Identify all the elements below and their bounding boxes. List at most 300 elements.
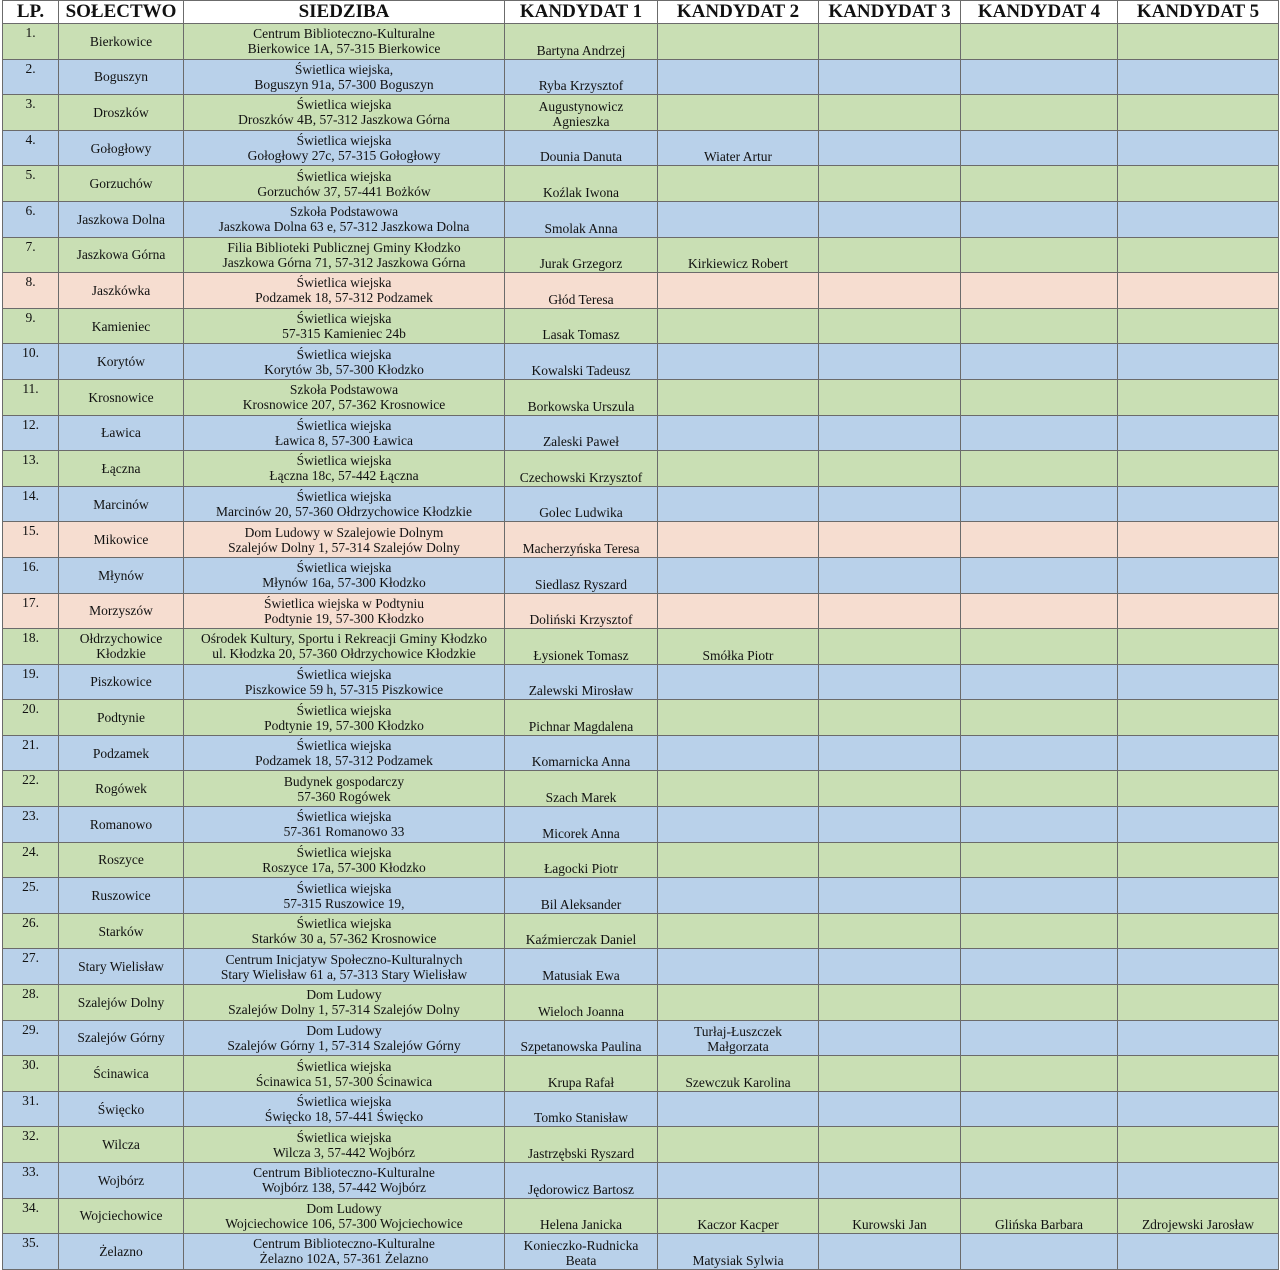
siedziba-cell — [184, 735, 505, 771]
kandydat-4-cell — [961, 1127, 1118, 1163]
solectwo-cell — [59, 273, 184, 309]
kandydat-5-cell — [1118, 913, 1279, 949]
kandydat-5-cell — [1118, 379, 1279, 415]
solectwo-cell — [59, 771, 184, 807]
table-row — [3, 1163, 1279, 1199]
kandydat-1-cell — [505, 379, 658, 415]
kandydat-name: Helena Janicka — [539, 1217, 623, 1233]
row-number: 2. — [3, 59, 59, 95]
row-number: 21. — [3, 735, 59, 771]
table-row — [3, 629, 1279, 665]
table-row — [3, 557, 1279, 593]
kandydat-3-cell — [819, 1163, 961, 1199]
kandydat-5-cell — [1118, 166, 1279, 202]
table-row — [3, 1127, 1279, 1163]
kandydat-4-cell — [961, 664, 1118, 700]
kandydat-2-cell — [658, 557, 819, 593]
siedziba-cell — [184, 1127, 505, 1163]
siedziba-line: Świetlica wiejska — [296, 417, 392, 433]
solectwo-name: Jaszkowa Dolna — [76, 211, 166, 227]
kandydat-1-cell — [505, 557, 658, 593]
row-number: 9. — [3, 308, 59, 344]
kandydat-5-cell — [1118, 1056, 1279, 1092]
siedziba-line: Bierkowice 1A, 57-315 Bierkowice — [247, 41, 441, 57]
row-number: 3. — [3, 95, 59, 131]
solectwo-name: Gorzuchów — [89, 176, 153, 192]
siedziba-line: Święcko 18, 57-441 Święcko — [264, 1109, 424, 1125]
solectwo-cell — [59, 486, 184, 522]
kandydat-1-cell — [505, 486, 658, 522]
kandydat-name: Łysionek Tomasz — [533, 647, 629, 663]
solectwo-name: Wilcza — [102, 1137, 140, 1153]
siedziba-cell — [184, 344, 505, 380]
siedziba-line: Świetlica wiejska — [296, 702, 392, 718]
kandydat-3-cell — [819, 664, 961, 700]
siedziba-cell — [184, 237, 505, 273]
siedziba-line: 57-360 Rogówek — [297, 788, 391, 804]
siedziba-line: Świetlica wiejska — [296, 1129, 392, 1145]
solectwo-cell — [59, 1091, 184, 1127]
header-kandydat-2: KANDYDAT 2 — [658, 1, 819, 24]
solectwo-name: Boguszyn — [94, 69, 148, 85]
table-row — [3, 807, 1279, 843]
kandydat-1-cell — [505, 949, 658, 985]
kandydat-name: Czechowski Krzysztof — [519, 469, 643, 485]
kandydat-2-cell — [658, 664, 819, 700]
siedziba-line: Żelazno 102A, 57-361 Żelazno — [259, 1251, 429, 1267]
siedziba-line: 57-315 Kamieniec 24b — [282, 326, 406, 342]
kandydat-2-cell — [658, 807, 819, 843]
solectwo-name: Ołdrzychowice — [79, 631, 163, 647]
siedziba-line: Centrum Biblioteczno-Kulturalne — [253, 1236, 435, 1252]
kandydat-5-cell — [1118, 344, 1279, 380]
solectwo-cell — [59, 985, 184, 1021]
kandydat-5-cell — [1118, 237, 1279, 273]
table-row — [3, 771, 1279, 807]
table-row — [3, 735, 1279, 771]
kandydat-3-cell — [819, 1056, 961, 1092]
siedziba-line: Świetlica wiejska — [296, 560, 392, 576]
kandydat-5-cell — [1118, 273, 1279, 309]
kandydat-name: Matysiak Sylwia — [692, 1252, 784, 1268]
kandydat-2-cell — [658, 237, 819, 273]
solectwo-cell — [59, 1163, 184, 1199]
kandydat-3-cell — [819, 771, 961, 807]
kandydat-1-cell — [505, 878, 658, 914]
siedziba-line: Świetlica wiejska — [296, 666, 392, 682]
kandydat-2-cell — [658, 486, 819, 522]
kandydat-name: Doliński Krzysztof — [529, 612, 633, 628]
kandydat-4-cell — [961, 878, 1118, 914]
kandydat-2-cell — [658, 1091, 819, 1127]
siedziba-line: Roszyce 17a, 57-300 Kłodzko — [262, 859, 426, 875]
kandydat-name: Ryba Krzysztof — [538, 78, 624, 94]
siedziba-line: Ścinawica 51, 57-300 Ścinawica — [255, 1073, 433, 1089]
solectwo-name: Gołogłowy — [90, 140, 152, 156]
row-number: 13. — [3, 451, 59, 487]
kandydat-name: Wieloch Joanna — [537, 1003, 625, 1019]
row-number: 26. — [3, 913, 59, 949]
solectwo-name: Jaszkówka — [91, 282, 151, 298]
kandydat-1-cell — [505, 166, 658, 202]
solectwo-name: Bierkowice — [89, 33, 153, 49]
solectwo-cell — [59, 522, 184, 558]
solectwo-name: Rogówek — [95, 781, 147, 797]
solectwo-cell — [59, 201, 184, 237]
table-row — [3, 344, 1279, 380]
kandydat-name: Golec Ludwika — [539, 505, 623, 521]
kandydat-name: Konieczko-Rudnicka — [523, 1237, 639, 1253]
solectwo-cell — [59, 59, 184, 95]
siedziba-cell — [184, 807, 505, 843]
kandydat-5-cell — [1118, 451, 1279, 487]
siedziba-line: Świetlica wiejska — [296, 168, 392, 184]
siedziba-line: Centrum Biblioteczno-Kulturalne — [253, 26, 435, 42]
kandydat-4-cell — [961, 201, 1118, 237]
solectwo-cell — [59, 24, 184, 60]
table-row — [3, 59, 1279, 95]
header-kandydat-1: KANDYDAT 1 — [505, 1, 658, 24]
kandydat-4-cell — [961, 273, 1118, 309]
kandydat-4-cell — [961, 166, 1118, 202]
solectwo-cell — [59, 166, 184, 202]
solectwo-cell — [59, 237, 184, 273]
kandydat-4-cell — [961, 130, 1118, 166]
kandydat-1-cell — [505, 415, 658, 451]
solectwo-cell — [59, 1020, 184, 1056]
siedziba-line: Podzamek 18, 57-312 Podzamek — [255, 753, 433, 769]
table-row — [3, 913, 1279, 949]
kandydat-5-cell — [1118, 664, 1279, 700]
table-row — [3, 842, 1279, 878]
siedziba-line: Świetlica wiejska — [296, 1094, 392, 1110]
solectwo-name: Młynów — [98, 567, 144, 583]
kandydat-1-cell — [505, 1198, 658, 1234]
kandydat-4-cell — [961, 771, 1118, 807]
row-number: 32. — [3, 1127, 59, 1163]
siedziba-line: Starków 30 a, 57-362 Krosnowice — [251, 931, 437, 947]
solectwo-cell — [59, 735, 184, 771]
kandydat-4-cell — [961, 451, 1118, 487]
solectwo-name: Romanowo — [89, 816, 153, 832]
siedziba-line: Łączna 18c, 57-442 Łączna — [269, 468, 419, 484]
kandydat-3-cell — [819, 700, 961, 736]
header-siedziba: SIEDZIBA — [184, 1, 505, 24]
kandydat-1-cell — [505, 664, 658, 700]
solectwo-cell — [59, 1056, 184, 1092]
row-number: 11. — [3, 379, 59, 415]
header-lp: LP. — [3, 1, 59, 24]
siedziba-cell — [184, 771, 505, 807]
kandydat-name: Łagocki Piotr — [544, 861, 618, 877]
solectwo-name: Kamieniec — [91, 318, 151, 334]
solectwo-cell — [59, 878, 184, 914]
header-kandydat-4: KANDYDAT 4 — [961, 1, 1118, 24]
kandydat-3-cell — [819, 95, 961, 131]
kandydat-name: Koźlak Iwona — [542, 184, 620, 200]
siedziba-line: Krosnowice 207, 57-362 Krosnowice — [242, 397, 446, 413]
kandydat-1-cell — [505, 700, 658, 736]
kandydat-2-cell — [658, 1127, 819, 1163]
row-number: 12. — [3, 415, 59, 451]
solectwo-name: Mikowice — [93, 532, 149, 548]
kandydat-5-cell — [1118, 842, 1279, 878]
kandydat-1-cell — [505, 201, 658, 237]
siedziba-line: Gorzuchów 37, 57-441 Bożków — [257, 183, 431, 199]
table-row — [3, 1091, 1279, 1127]
kandydat-2-cell — [658, 201, 819, 237]
kandydat-5-cell — [1118, 130, 1279, 166]
solectwo-name: Szalejów Dolny — [77, 994, 165, 1010]
row-number: 5. — [3, 166, 59, 202]
kandydat-5-cell — [1118, 522, 1279, 558]
kandydat-5-cell — [1118, 24, 1279, 60]
siedziba-line: Wilcza 3, 57-442 Wojbórz — [272, 1144, 416, 1160]
kandydat-3-cell — [819, 486, 961, 522]
row-number: 1. — [3, 24, 59, 60]
kandydat-5-cell — [1118, 1198, 1279, 1234]
siedziba-cell — [184, 593, 505, 629]
kandydat-4-cell — [961, 486, 1118, 522]
kandydat-3-cell — [819, 949, 961, 985]
kandydat-5-cell — [1118, 735, 1279, 771]
kandydat-3-cell — [819, 735, 961, 771]
siedziba-cell — [184, 1198, 505, 1234]
kandydat-1-cell — [505, 1091, 658, 1127]
table-row — [3, 593, 1279, 629]
kandydat-name: Zdrojewski Jarosław — [1141, 1217, 1255, 1233]
siedziba-line: Marcinów 20, 57-360 Ołdrzychowice Kłodzkie — [215, 504, 473, 520]
kandydat-3-cell — [819, 344, 961, 380]
kandydat-4-cell — [961, 415, 1118, 451]
siedziba-line: Budynek gospodarczy — [283, 773, 405, 789]
kandydat-name: Micorek Anna — [542, 825, 620, 841]
kandydat-5-cell — [1118, 308, 1279, 344]
kandydat-1-cell — [505, 522, 658, 558]
siedziba-cell — [184, 379, 505, 415]
kandydat-name: Małgorzata — [707, 1039, 769, 1055]
solectwo-name: Krosnowice — [88, 389, 154, 405]
siedziba-cell — [184, 842, 505, 878]
siedziba-line: Podzamek 18, 57-312 Podzamek — [255, 290, 433, 306]
header-solectwo: SOŁECTWO — [59, 1, 184, 24]
solectwo-name: Roszyce — [98, 852, 144, 868]
kandydat-3-cell — [819, 629, 961, 665]
kandydat-1-cell — [505, 913, 658, 949]
kandydat-3-cell — [819, 24, 961, 60]
siedziba-cell — [184, 1091, 505, 1127]
table-row — [3, 451, 1279, 487]
siedziba-line: Ławica 8, 57-300 Ławica — [275, 432, 413, 448]
kandydat-5-cell — [1118, 949, 1279, 985]
kandydat-5-cell — [1118, 629, 1279, 665]
table-row — [3, 237, 1279, 273]
kandydat-2-cell — [658, 913, 819, 949]
siedziba-line: Świetlica wiejska — [296, 453, 392, 469]
siedziba-cell — [184, 415, 505, 451]
kandydat-name: Szach Marek — [545, 790, 617, 806]
kandydat-name: Pichnar Magdalena — [528, 718, 634, 734]
kandydat-name: Agnieszka — [552, 113, 610, 129]
row-number: 35. — [3, 1234, 59, 1270]
kandydat-5-cell — [1118, 700, 1279, 736]
siedziba-cell — [184, 59, 505, 95]
kandydat-name: Beata — [565, 1252, 597, 1268]
row-number: 27. — [3, 949, 59, 985]
solectwo-name: Morzyszów — [89, 603, 153, 619]
kandydat-1-cell — [505, 1020, 658, 1056]
kandydat-name: Glińska Barbara — [994, 1217, 1084, 1233]
kandydat-1-cell — [505, 985, 658, 1021]
kandydat-3-cell — [819, 1020, 961, 1056]
kandydat-2-cell — [658, 166, 819, 202]
solectwo-name: Kłodzkie — [96, 646, 146, 662]
kandydat-2-cell — [658, 949, 819, 985]
kandydat-4-cell — [961, 95, 1118, 131]
siedziba-line: 57-361 Romanowo 33 — [283, 824, 405, 840]
solectwo-cell — [59, 700, 184, 736]
kandydat-5-cell — [1118, 1091, 1279, 1127]
kandydat-4-cell — [961, 593, 1118, 629]
kandydat-4-cell — [961, 913, 1118, 949]
siedziba-line: Świetlica wiejska — [296, 916, 392, 932]
row-number: 24. — [3, 842, 59, 878]
kandydat-3-cell — [819, 842, 961, 878]
kandydat-3-cell — [819, 273, 961, 309]
solectwo-cell — [59, 415, 184, 451]
kandydat-1-cell — [505, 1234, 658, 1270]
kandydat-name: Smolak Anna — [544, 220, 618, 236]
solectwo-name: Żelazno — [99, 1243, 143, 1259]
kandydat-name: Smółka Piotr — [702, 647, 774, 663]
row-number: 28. — [3, 985, 59, 1021]
kandydat-3-cell — [819, 166, 961, 202]
row-number: 10. — [3, 344, 59, 380]
siedziba-cell — [184, 1234, 505, 1270]
kandydat-1-cell — [505, 95, 658, 131]
table-row — [3, 130, 1279, 166]
kandydat-2-cell — [658, 522, 819, 558]
kandydat-2-cell — [658, 308, 819, 344]
kandydat-4-cell — [961, 308, 1118, 344]
siedziba-line: Wojciechowice 106, 57-300 Wojciechowice — [225, 1215, 463, 1231]
kandydat-name: Komarnicka Anna — [531, 754, 631, 770]
kandydat-4-cell — [961, 1198, 1118, 1234]
table-row — [3, 1056, 1279, 1092]
kandydat-3-cell — [819, 913, 961, 949]
kandydat-2-cell — [658, 878, 819, 914]
kandydat-2-cell — [658, 1163, 819, 1199]
kandydat-5-cell — [1118, 878, 1279, 914]
kandydat-1-cell — [505, 24, 658, 60]
kandydat-4-cell — [961, 1234, 1118, 1270]
kandydat-2-cell — [658, 344, 819, 380]
siedziba-cell — [184, 629, 505, 665]
row-number: 7. — [3, 237, 59, 273]
kandydat-1-cell — [505, 1163, 658, 1199]
siedziba-cell — [184, 664, 505, 700]
solectwo-name: Droszków — [93, 104, 149, 120]
siedziba-line: Szalejów Górny 1, 57-314 Szalejów Górny — [227, 1037, 461, 1053]
kandydat-5-cell — [1118, 486, 1279, 522]
kandydat-name: Szewczuk Karolina — [685, 1074, 791, 1090]
siedziba-cell — [184, 95, 505, 131]
siedziba-line: Świetlica wiejska — [296, 346, 392, 362]
table-row — [3, 700, 1279, 736]
kandydat-5-cell — [1118, 1127, 1279, 1163]
kandydat-name: Bartyna Andrzej — [536, 42, 626, 58]
kandydat-4-cell — [961, 24, 1118, 60]
kandydat-3-cell — [819, 130, 961, 166]
siedziba-line: Świetlica wiejska — [296, 311, 392, 327]
siedziba-line: Podtynie 19, 57-300 Kłodzko — [264, 717, 424, 733]
row-number: 4. — [3, 130, 59, 166]
siedziba-line: 57-315 Ruszowice 19, — [283, 895, 405, 911]
kandydat-3-cell — [819, 1091, 961, 1127]
table-row — [3, 308, 1279, 344]
table-row — [3, 522, 1279, 558]
kandydat-3-cell — [819, 985, 961, 1021]
kandydat-name: Dounia Danuta — [539, 149, 623, 165]
kandydat-1-cell — [505, 273, 658, 309]
kandydat-5-cell — [1118, 1234, 1279, 1270]
kandydat-3-cell — [819, 379, 961, 415]
siedziba-line: Wojbórz 138, 57-442 Wojbórz — [261, 1180, 427, 1196]
kandydat-2-cell — [658, 24, 819, 60]
siedziba-cell — [184, 130, 505, 166]
table-row — [3, 95, 1279, 131]
siedziba-cell — [184, 985, 505, 1021]
kandydat-3-cell — [819, 1234, 961, 1270]
kandydat-2-cell — [658, 59, 819, 95]
table-body — [3, 24, 1279, 1270]
siedziba-cell — [184, 522, 505, 558]
siedziba-line: Szalejów Dolny 1, 57-314 Szalejów Dolny — [228, 1002, 460, 1018]
table-row — [3, 985, 1279, 1021]
kandydat-4-cell — [961, 735, 1118, 771]
solectwo-cell — [59, 629, 184, 665]
solectwo-cell — [59, 344, 184, 380]
siedziba-line: Świetlica wiejska — [296, 97, 392, 113]
kandydat-2-cell — [658, 985, 819, 1021]
siedziba-line: Ośrodek Kultury, Sportu i Rekreacji Gminy Kłodzko — [201, 631, 487, 647]
kandydat-1-cell — [505, 308, 658, 344]
kandydat-1-cell — [505, 344, 658, 380]
siedziba-line: Korytów 3b, 57-300 Kłodzko — [264, 361, 424, 377]
kandydat-4-cell — [961, 949, 1118, 985]
kandydat-5-cell — [1118, 771, 1279, 807]
siedziba-line: Świetlica wiejska — [296, 1058, 392, 1074]
kandydat-1-cell — [505, 451, 658, 487]
siedziba-line: Świetlica wiejska — [296, 880, 392, 896]
table-row — [3, 664, 1279, 700]
row-number: 31. — [3, 1091, 59, 1127]
kandydat-4-cell — [961, 379, 1118, 415]
siedziba-cell — [184, 1020, 505, 1056]
kandydat-4-cell — [961, 1056, 1118, 1092]
kandydat-name: Wiater Artur — [703, 149, 773, 165]
solectwo-name: Podtynie — [96, 710, 145, 726]
kandydat-2-cell — [658, 842, 819, 878]
kandydat-5-cell — [1118, 807, 1279, 843]
kandydat-5-cell — [1118, 593, 1279, 629]
siedziba-line: Dom Ludowy — [306, 987, 382, 1003]
solectwo-cell — [59, 308, 184, 344]
kandydat-2-cell — [658, 771, 819, 807]
siedziba-cell — [184, 1056, 505, 1092]
kandydat-name: Matusiak Ewa — [542, 968, 620, 984]
table-row — [3, 1020, 1279, 1056]
